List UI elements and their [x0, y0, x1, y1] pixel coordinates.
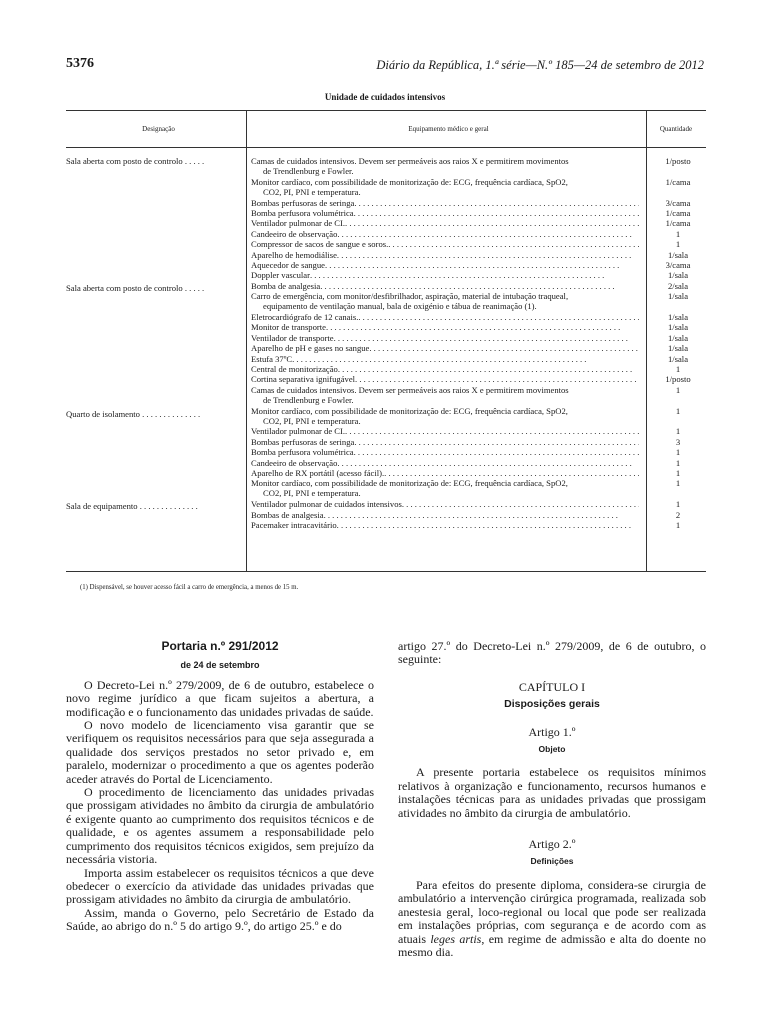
quantity-value: 1: [675, 468, 681, 478]
equipment-item: Aparelho de hemodiálise . . .: [251, 250, 639, 260]
quantity-value: 1: [675, 447, 681, 458]
chapter-title: Disposições gerais: [504, 698, 600, 711]
room-label: Quarto de isolamento . . . . . . . . . . . . . .: [66, 409, 201, 419]
quantity-value: 1/cama: [665, 218, 691, 229]
room-label: Sala aberta com posto de controlo . . . . .: [66, 156, 205, 166]
equipment-item: Central de monitorização . . .: [251, 364, 639, 374]
column-divider: [646, 111, 647, 571]
quantity-value: 3/cama: [665, 260, 691, 270]
left-column: [66, 640, 374, 934]
quantity-value: 1: [675, 239, 681, 250]
column-divider: [246, 111, 247, 571]
equipment-item: Monitor cardíaco, com possibilidade de monitorização de: ECG, frequência cardíaca, SpO2, CO2, PI, PNI e temperatura.: [251, 176, 568, 197]
room-label: Sala aberta com posto de controlo . . . . .: [66, 283, 205, 293]
equipment-item: Compressor de sacos de sangue e soros. . . .: [251, 239, 639, 249]
article-title: Objeto: [538, 744, 566, 755]
quantity-value: 1/sala: [667, 312, 689, 322]
quantity-value: 3/cama: [665, 197, 691, 208]
equipment-item: Candeeiro de observação . . .: [251, 229, 639, 239]
equipment-item: Bomba perfusora volumétrica . . .: [251, 208, 639, 218]
equipment-item: Ventilador pulmonar de CI. . . .: [251, 218, 639, 228]
equipment-item: Ventilador pulmonar de CI. . . .: [251, 426, 639, 436]
paragraph: O procedimento de licenciamento das unidades privadas que prossigam atividades no âmbito da cirurgia de ambulatório é exigente quanto ao cumprimento dos requisitos técnicos e de qualidade, e os agentes assumem a responsabilidade pelo cumprimento dos requisitos técnicos exigidos, sem prejuízo da necessária vistoria.: [66, 785, 374, 867]
article-heading: Artigo 1.º: [528, 724, 576, 739]
chapter-heading: CAPÍTULO I: [518, 679, 586, 694]
quantity-value: 2: [675, 509, 681, 520]
intro-text: artigo 27.º do Decreto-Lei n.º 279/2009, de 6 de outubro, o seguinte:: [398, 639, 706, 667]
portaria-title: Portaria n.º 291/2012: [161, 639, 279, 653]
equipment-item: Cortina separativa ignifugável . . .: [251, 374, 639, 384]
equipment-item: Estufa 37ºC . . .: [251, 354, 639, 364]
quantity-value: 1/sala: [667, 343, 689, 354]
equipment-item: Aparelho de pH e gases no sangue . . .: [251, 343, 639, 353]
equipment-item: Monitor cardíaco, com possibilidade de monitorização de: ECG, frequência cardíaca, SpO2, CO2, PI, PNI e temperatura.: [251, 478, 568, 499]
equipment-item: Eletrocardiógrafo de 12 canais. . . .: [251, 312, 639, 322]
equipment-item: Camas de cuidados intensivos. Devem ser permeáveis aos raios X e permitirem movimentos de Trendlenburg e Fowler.: [251, 384, 569, 405]
equipment-item: Bomba de analgesia . . .: [251, 281, 639, 291]
article-title: Definições: [530, 856, 574, 867]
equipment-item: Carro de emergência, com monitor/desfibrilhador, aspiração, material de intubação traqueal, equipamento de ventilação manual, bala de oxigénio e tábua de reanimação (1).: [251, 291, 569, 312]
quantity-value: 1: [675, 364, 681, 374]
portaria-date: de 24 de setembro: [180, 660, 260, 671]
quantity-value: 1: [675, 457, 681, 468]
quantity-value: 1/posto: [665, 374, 691, 385]
equipment-item: Monitor cardíaco, com possibilidade de monitorização de: ECG, frequência cardíaca, SpO2, CO2, PI, PNI e temperatura.: [251, 405, 568, 426]
quantity-value: 3: [675, 436, 681, 447]
paragraph: O novo modelo de licenciamento visa garantir que se verifiquem os requisitos necessários para que seja assegurada a qualidade dos serviços prestados no setor privado e, em paralelo, modernizar o procedimento a que os agentes poderão aceder através do Portal de Licenciamento.: [66, 718, 374, 786]
quantity-value: 1/sala: [667, 353, 689, 364]
quantity-value: 1: [675, 405, 681, 416]
quantity-value: 1/cama: [665, 176, 691, 187]
equipment-item: Bombas perfusoras de seringa . . .: [251, 198, 639, 208]
equipment-item: Doppler vascular . . .: [251, 270, 639, 280]
paragraph: Assim, manda o Governo, pelo Secretário de Estado da Saúde, ao abrigo do n.º 5 do artigo 9.º, do artigo 25.º e do: [66, 905, 374, 934]
quantity-value: 1/sala: [667, 322, 689, 333]
column-header-quantidade: Quantidade: [646, 111, 706, 148]
table-title: Unidade de cuidados intensivos: [324, 92, 446, 102]
equipment-item: Bomba perfusora volumétrica . . .: [251, 447, 639, 457]
journal-header: Diário da República, 1.ª série—N.º 185—24 de setembro de 2012: [376, 58, 704, 72]
right-column: [398, 640, 706, 959]
equipment-item: Aquecedor de sangue . . .: [251, 260, 639, 270]
column-header-designacao: Designação: [66, 111, 251, 148]
quantity-value: 1/sala: [667, 332, 689, 343]
article-text: A presente portaria estabelece os requisitos mínimos relativos à organização e funcionamento, recursos humanos e instalações técnicas para as unidades privadas que prossigam atividades no âmbito da cirurgia de ambulatório.: [398, 765, 706, 820]
quantity-value: 1/posto: [665, 156, 691, 166]
equipment-item: Monitor de transporte . . .: [251, 322, 639, 332]
equipment-item: Bombas de analgesia . . .: [251, 510, 639, 520]
column-header-equipamento: Equipamento médico e geral: [251, 111, 646, 148]
quantity-value: 1/cama: [665, 208, 691, 218]
page-number: 5376: [66, 56, 94, 71]
equipment-table: [66, 110, 706, 572]
equipment-item: Candeeiro de observação . . .: [251, 458, 639, 468]
equipment-item: Ventilador de transporte . . .: [251, 333, 639, 343]
quantity-value: 1: [675, 520, 681, 530]
paragraph: O Decreto-Lei n.º 279/2009, de 6 de outubro, estabelece o novo regime jurídico a que ficam sujeitos a abertura, a modificação e o funcionamento das unidades privadas de saúde.: [66, 677, 374, 719]
equipment-item: Aparelho de RX portátil (acesso fácil). . . .: [251, 468, 639, 478]
equipment-item: Bombas perfusoras de seringa . . .: [251, 437, 639, 447]
quantity-value: 1/sala: [667, 291, 689, 302]
quantity-value: 2/sala: [667, 280, 689, 291]
equipment-item: Ventilador pulmonar de cuidados intensivos . . .: [251, 499, 639, 509]
quantity-value: 1: [675, 384, 681, 395]
quantity-value: 1: [675, 478, 681, 489]
quantity-value: 1: [675, 426, 681, 437]
quantity-value: 1/sala: [667, 270, 689, 281]
quantity-value: 1: [675, 228, 681, 239]
table-footnote: (1) Dispensável, se houver acesso fácil a carro de emergência, a menos de 15 m.: [80, 584, 299, 591]
room-label: Sala de equipamento . . . . . . . . . . . . . .: [66, 501, 198, 511]
quantity-value: 1: [675, 499, 681, 510]
equipment-item: Pacemaker intracavitário . . .: [251, 520, 639, 530]
article-text: Para efeitos do presente diploma, considera-se cirurgia de ambulatório a intervenção cirúrgica programada, realizada sob anestesia geral, loco-regional ou local que pode ser realizada em instalações próprias, com segurança e de acordo com as atuais leges artis, em regime de admissão e alta do doente no mesmo dia.: [398, 877, 706, 959]
paragraph: Importa assim estabelecer os requisitos técnicos a que deve obedecer o exercício da atividade das unidades privadas que prossigam atividades no âmbito da cirurgia de ambulatório.: [66, 865, 374, 907]
equipment-item: Camas de cuidados intensivos. Devem ser permeáveis aos raios X e permitirem movimentos de Trendlenburg e Fowler.: [251, 156, 569, 176]
article-heading: Artigo 2.º: [528, 837, 576, 852]
quantity-value: 1/sala: [667, 249, 689, 260]
